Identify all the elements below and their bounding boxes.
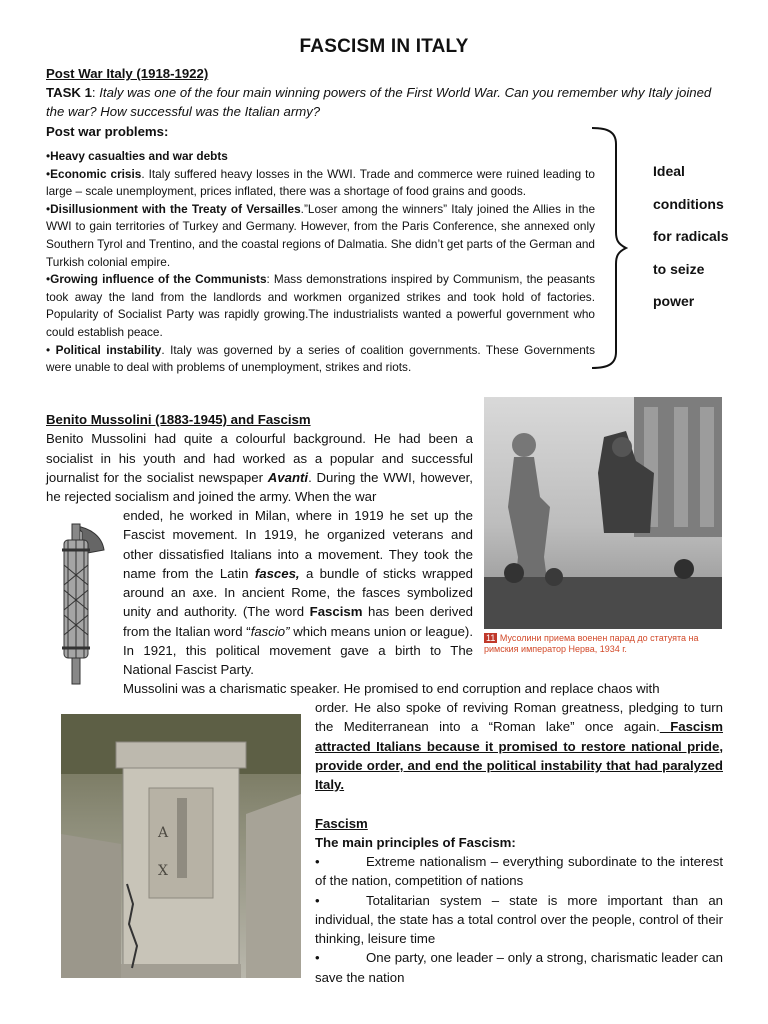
problem-item: •Growing influence of the Communists: Mass demonstrations inspired by Communism, the peasants took away the land from the landlords and workmen organized strikes and took hold of factories. Popularity of Socialist Party was rapidly growing.The industrialists wanted a powerful government who could establish peace. <box>46 272 595 339</box>
bracket-note-line: power <box>653 293 695 309</box>
principle-item: • Totalitarian system – state is more important than an individual, the state has a total control over the people, control of their thinking, leisure time <box>315 892 723 947</box>
photo-caption: 11 Мусолини приема военен парад до статуята на римския император Нерва, 1934 г. <box>484 633 699 654</box>
curly-brace-icon <box>588 124 628 372</box>
fascism-heading: Fascism <box>315 816 368 831</box>
monument-photo <box>61 714 301 978</box>
problems-heading: Post war problems: <box>46 123 169 139</box>
bracket-note-line: conditions <box>653 195 724 212</box>
principles-heading: The main principles of Fascism: <box>315 835 516 851</box>
principles-list <box>315 852 723 987</box>
monument-inscription: A X <box>158 825 169 879</box>
mussolini-paragraph-3-line: Mussolini was a charismatic speaker. He promised to end corruption and replace chaos with <box>123 681 660 696</box>
principle-item: • One party, one leader – only a strong, charismatic leader can save the nation <box>315 950 723 985</box>
bracket-note-line: to seize <box>653 260 705 277</box>
problems-list <box>46 148 595 377</box>
mussolini-heading: Benito Mussolini (1883-1945) and Fascism <box>46 412 311 427</box>
problem-item: • Political instability. Italy was governed by a series of coalition governments. These Governments were unable to deal with problems of unemployment, strikes and riots. <box>46 342 595 375</box>
task-text: Italy was one of the four main winning powers of the First World War. Can you remember why Italy joined the war? How successful was the Italian army? <box>46 85 712 120</box>
mussolini-paragraph-1: Benito Mussolini had quite a colourful background. He had been a socialist in his youth and had worked as a popular and successful journalist for the socialist newspaper Avanti. During the WWI, however, he rejected socialism and joined the army. When the war <box>46 431 473 505</box>
problem-item: •Economic crisis. Italy suffered heavy losses in the WWI. Trade and commerce were ruined leading to large – scale unemployment, prices inflated, there was a shortage of food grains and goods. <box>46 166 595 199</box>
principle-item: • Extreme nationalism – everything subordinate to the interest of the nation, competition of nations <box>315 854 723 889</box>
problem-item: •Heavy casualties and war debts <box>46 149 228 163</box>
task-1: TASK 1: Italy was one of the four main winning powers of the First World War. Can you remember why Italy joined the war? How successful was the Italian army? <box>46 85 712 120</box>
fasces-icon <box>46 520 108 686</box>
problem-item: •Disillusionment with the Treaty of Versailles.”Loser among the winners” Italy joined the Allies in the WWI to gain territories of Turkey and Germany. However, from the Paris Conference, she annexed only Southern Tyrol and Trentino, and the coastal regions of Dalmatia. She didn’t get parts of the German and Turkish colonial empire. <box>46 201 596 269</box>
parade-photo <box>484 397 722 629</box>
task-label: TASK 1 <box>46 85 92 101</box>
bracket-note-line: for radicals <box>653 228 729 244</box>
bracket-note-line: Ideal <box>653 163 685 179</box>
page-title: FASCISM IN ITALY <box>299 36 469 57</box>
mussolini-intro <box>46 410 473 506</box>
post-war-heading: Post War Italy (1918-1922) <box>46 66 209 81</box>
mussolini-paragraph-3: order. He also spoke of reviving Roman greatness, pledging to turn the Mediterranean into a “Roman lake” once again. Fascism attracted Italians because it promised to restore national pride, provide order, and end the political instability that had paralyzed Italy. <box>315 700 723 793</box>
bracket-note <box>653 155 763 318</box>
mussolini-paragraph-2: ended, he worked in Milan, where in 1919 he set up the Fascist movement. In 1919, he organized veterans and other dissatisfied Italians into a movement. They took the name from the Latin fasces, a bundle of sticks wrapped around an axe. In ancient Rome, the fasces symbolized unity and authority. (The word Fascism has been derived from the Italian word “fascio” which means union or league). In 1921, this political movement gave a birth to The National Fascist Party. <box>123 508 473 678</box>
fascism-section <box>315 814 723 853</box>
